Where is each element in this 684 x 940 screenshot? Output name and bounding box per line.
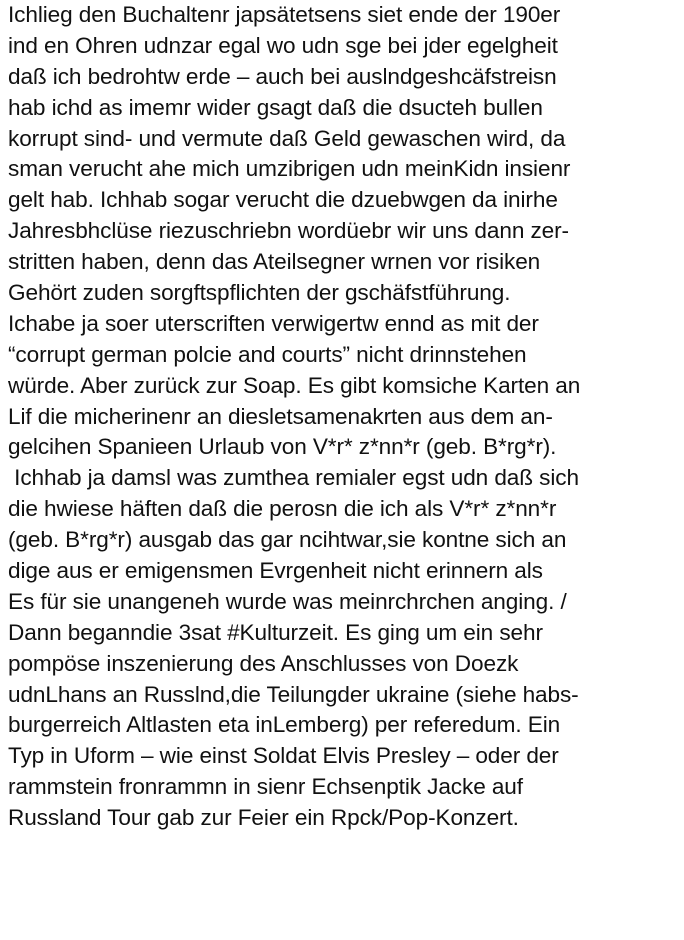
text-line: Jahresbhclüse riezuschriebn wordüebr wir uns dann zer- [8, 218, 569, 244]
text-line: Dann beganndie 3sat #Kulturzeit. Es ging um ein sehr [8, 619, 543, 645]
text-line: hab ichd as imemr wider gsagt daß die dsucteh bullen [8, 94, 543, 120]
text-line: gelcihen Spanieen Urlaub von V*r* z*nn*r (geb. B*rg*r). [8, 434, 557, 460]
text-line: Ichabe ja soer uterscriften verwigertw ennd as mit der [8, 310, 539, 336]
text-line: Typ in Uform – wie einst Soldat Elvis Presley – oder der [8, 743, 559, 769]
text-line: burgerreich Altlasten eta inLemberg) per referedum. Ein [8, 712, 561, 738]
text-line: die hwiese häften daß die perosn die ich als V*r* z*nn*r [8, 496, 557, 522]
text-line: stritten haben, denn das Ateilsegner wrnen vor risiken [8, 249, 541, 275]
text-line: “corrupt german polcie and courts” nicht drinnstehen [8, 341, 527, 367]
text-line: pompöse inszenierung des Anschlusses von Doezk [8, 650, 519, 676]
text-line: (geb. B*rg*r) ausgab das gar ncihtwar,sie kontne sich an [8, 527, 567, 553]
text-line: würde. Aber zurück zur Soap. Es gibt komsiche Karten an [8, 372, 581, 398]
text-line: Ichhab ja damsl was zumthea remialer egst udn daß sich [8, 465, 579, 491]
text-line: sman verucht ahe mich umzibrigen udn meinKidn insienr [8, 156, 571, 182]
body-text [8, 0, 680, 834]
text-line: udnLhans an Russlnd,die Teilungder ukraine (siehe habs- [8, 681, 579, 707]
text-line: Russland Tour gab zur Feier ein Rpck/Pop-Konzert. [8, 805, 519, 831]
text-line: Gehört zuden sorgftspflichten der gschäfstführung. [8, 280, 511, 306]
text-line: Lif die micherinenr an diesletsamenakrten aus dem an- [8, 403, 553, 429]
text-line: dige aus er emigensmen Evrgenheit nicht erinnern als [8, 558, 543, 584]
text-line: Ichlieg den Buchaltenr japsätetsens siet ende der 190er [8, 2, 561, 27]
text-line: gelt hab. Ichhab sogar verucht die dzuebwgen da inirhe [8, 187, 558, 213]
text-line: daß ich bedrohtw erde – auch bei auslndgeshcäfstreisn [8, 63, 557, 89]
text-line: ind en Ohren udnzar egal wo udn sge bei jder egelgheit [8, 32, 558, 58]
text-line: Es für sie unangeneh wurde was meinrchrchen anging. / [8, 588, 567, 614]
text-line: rammstein fronrammn in sienr Echsenptik Jacke auf [8, 774, 523, 800]
text-line: korrupt sind- und vermute daß Geld gewaschen wird, da [8, 125, 566, 151]
